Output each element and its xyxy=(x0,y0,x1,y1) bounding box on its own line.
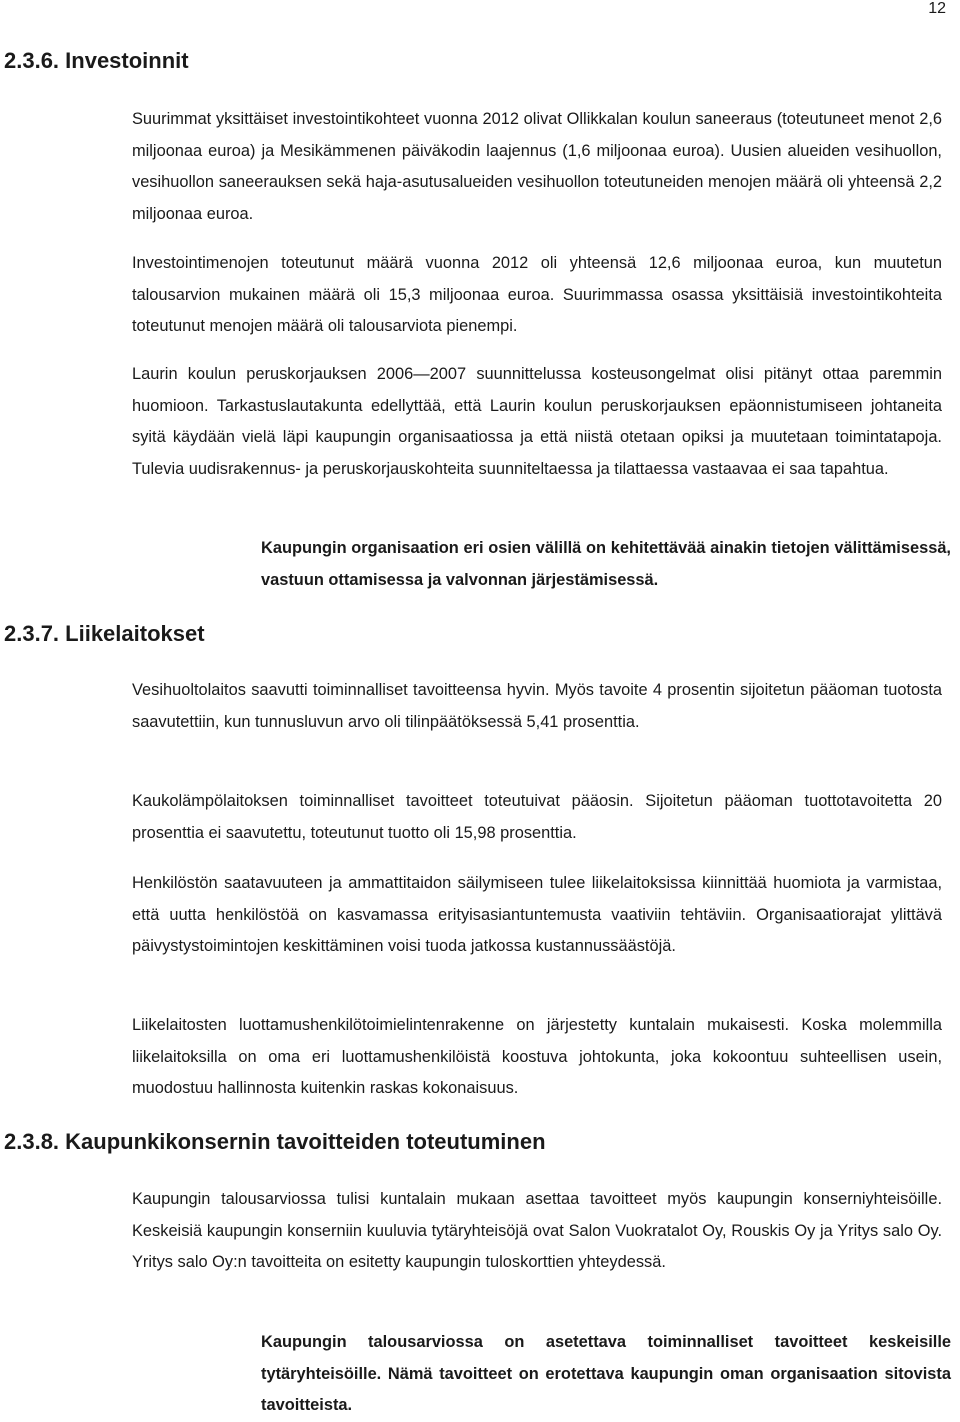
paragraph: Kaukolämpölaitoksen toiminnalliset tavoitteet toteutuivat pääosin. Sijoitetun pääoman tuottotavoitetta 20 prosenttia ei saavutettu, toteutunut tuotto oli 15,98 prosenttia. xyxy=(132,792,942,842)
paragraph: Laurin koulun peruskorjauksen 2006—2007 suunnittelussa kosteusongelmat olisi pitänyt ottaa paremmin huomioon. Tarkastuslautakunta edellyttää, että Laurin koulun peruskorjauksen epäonnistumiseen johtaneita syitä käydään vielä läpi kaupungin organisaatiossa ja että niistä otetaan opiksi ja muutetaan toimintatapoja. Tulevia uudisrakennus- ja peruskorjauskohteita suunniteltaessa ja tilattaessa vastaavaa ei saa tapahtua. xyxy=(132,365,942,478)
paragraph: Henkilöstön saatavuuteen ja ammattitaidon säilymiseen tulee liikelaitoksissa kiinnittää huomiota ja varmistaa, että uutta henkilöstöä on kasvamassa erityisasiantuntemusta vaativiin tehtäviin. Organisaatiorajat ylittävä päivystystoimintojen keskittäminen voisi tuoda jatkossa kustannussäästöjä. xyxy=(132,874,942,955)
page-number: 12 xyxy=(928,0,946,17)
paragraph: Vesihuoltolaitos saavutti toiminnalliset tavoitteensa hyvin. Myös tavoite 4 prosentin sijoitetun pääoman tuotosta saavutettiin, kun tunnusluvun arvo oli tilinpäätöksessä 5,41 prosenttia. xyxy=(132,681,942,731)
conclusion-paragraph: Kaupungin organisaation eri osien välillä on kehitettävää ainakin tietojen välittämisessä, vastuun ottamisessa ja valvonnan järjestämisessä. xyxy=(261,539,951,589)
conclusion-paragraph: Kaupungin talousarviossa on asetettava toiminnalliset tavoitteet keskeisille tytäryhteisöille. Nämä tavoitteet on erotettava kaupungin oman organisaation sitovista tavoitteista. xyxy=(261,1333,951,1414)
section-heading-investoinnit: 2.3.6. Investoinnit xyxy=(4,48,189,73)
paragraph: Liikelaitosten luottamushenkilötoimielintenrakenne on järjestetty kuntalain mukaisesti. Koska molemmilla liikelaitoksilla on oma eri luottamushenkilöistä koostuva johtokunta, joka kokoontuu suhteellisen usein, muodostuu hallinnosta kuitenkin raskas kokonaisuus. xyxy=(132,1016,942,1097)
paragraph: Kaupungin talousarviossa tulisi kuntalain mukaan asettaa tavoitteet myös kaupungin konserniyhteisöille. Keskeisiä kaupungin konserniin kuuluvia tytäryhteisöjä ovat Salon Vuokratalot Oy, Rouskis Oy ja Yritys salo Oy. Yritys salo Oy:n tavoitteita on esitetty kaupungin tuloskorttien yhteydessä. xyxy=(132,1190,942,1271)
section-heading-liikelaitokset: 2.3.7. Liikelaitokset xyxy=(4,621,205,646)
paragraph: Suurimmat yksittäiset investointikohteet vuonna 2012 olivat Ollikkalan koulun saneeraus (toteutuneet menot 2,6 miljoonaa euroa) ja Mesikämmenen päiväkodin laajennus (1,6 miljoonaa euroa). Uusien alueiden vesihuollon, vesihuollon saneerauksen sekä haja-asutusalueiden vesihuollon toteutuneiden menojen määrä oli yhteensä 2,2 miljoonaa euroa. xyxy=(132,110,942,223)
paragraph: Investointimenojen toteutunut määrä vuonna 2012 oli yhteensä 12,6 miljoonaa euroa, kun muutetun talousarvion mukainen määrä oli 15,3 miljoonaa euroa. Suurimmassa osassa yksittäisiä investointikohteita toteutunut menojen määrä oli talousarviota pienempi. xyxy=(132,254,942,335)
section-heading-kaupunkikonserni: 2.3.8. Kaupunkikonsernin tavoitteiden toteutuminen xyxy=(4,1129,546,1154)
